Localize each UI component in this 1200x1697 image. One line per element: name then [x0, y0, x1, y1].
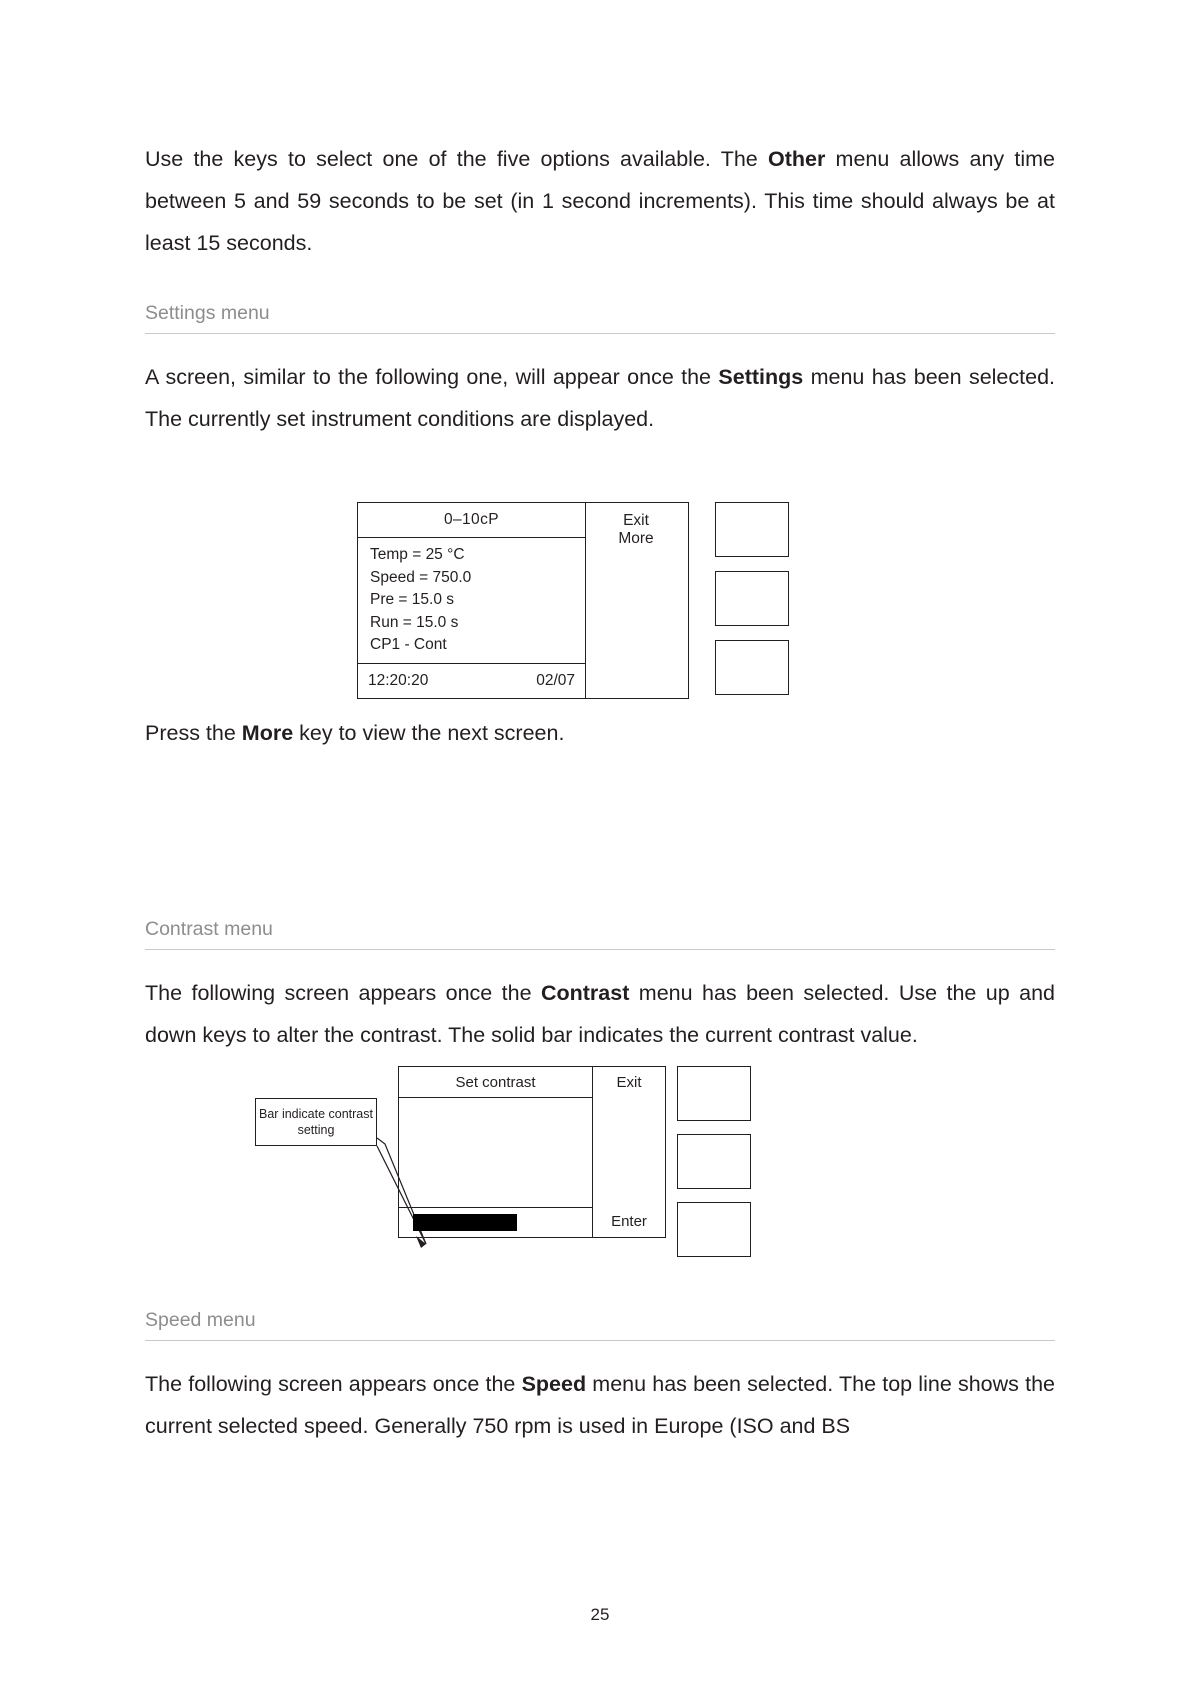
- settings-softkey-more[interactable]: More: [618, 530, 654, 547]
- contrast-key-1[interactable]: [677, 1066, 751, 1121]
- contrast-lcd-display: [399, 1067, 593, 1237]
- intro-paragraph: [145, 0, 1055, 264]
- settings-paragraph: [145, 356, 1055, 440]
- settings-lcd-body: [358, 538, 585, 663]
- settings-line-temp: Temp = 25 °C: [370, 546, 465, 563]
- contrast-lcd: [398, 1066, 666, 1238]
- settings-line-pre: Pre = 15.0 s: [370, 591, 455, 608]
- settings-softkey-column: [586, 503, 686, 557]
- settings-softkey-exit[interactable]: Exit: [623, 512, 649, 529]
- contrast-bold-label: Contrast: [540, 981, 630, 1005]
- settings-key-2[interactable]: [715, 571, 789, 626]
- intro-bold-other: Other: [767, 147, 826, 171]
- contrast-key-2[interactable]: [677, 1134, 751, 1189]
- settings-line-run: Run = 15.0 s: [370, 613, 459, 631]
- contrast-menu-heading: Contrast menu: [145, 918, 1055, 950]
- settings-lcd-footer: [358, 663, 585, 698]
- contrast-softkey-exit[interactable]: Exit: [616, 1074, 642, 1091]
- settings-lcd: [357, 502, 689, 699]
- speed-menu-heading: Speed menu: [145, 1309, 1055, 1341]
- speed-text-part2: menu has been selected. The top line shows the current selected speed. Generally 750 rpm is used in Europe (ISO and BS: [145, 1372, 1055, 1438]
- settings-lcd-group: [357, 502, 689, 699]
- speed-paragraph: [145, 1363, 1055, 1447]
- settings-lcd-title: 0–10cP: [358, 503, 585, 538]
- settings-line-mode: CP1 - Cont: [370, 636, 447, 653]
- settings-screen-figure: [145, 502, 1055, 712]
- contrast-softkey-enter[interactable]: Enter: [611, 1213, 647, 1230]
- settings-menu-heading: Settings menu: [145, 302, 1055, 334]
- contrast-level-bar: [413, 1214, 517, 1231]
- settings-date: 02/07: [536, 671, 575, 689]
- settings-key-1[interactable]: [715, 502, 789, 557]
- settings-time: 12:20:20: [368, 671, 429, 689]
- contrast-bar-row: [399, 1207, 592, 1237]
- contrast-paragraph: [145, 972, 1055, 1056]
- contrast-key-column: [677, 1066, 751, 1257]
- settings-key-column: [715, 502, 789, 695]
- contrast-screen-figure: [145, 1066, 1055, 1271]
- settings-bold-label: Settings: [718, 365, 804, 389]
- contrast-callout-label: Bar indicate contrast setting: [255, 1098, 377, 1146]
- contrast-lcd-blank-area: [399, 1098, 592, 1207]
- settings-text-part1: A screen, similar to the following one, will appear once the: [145, 365, 719, 389]
- contrast-text-part1: The following screen appears once the: [145, 981, 541, 1005]
- more-key-paragraph: [145, 712, 1055, 754]
- settings-text-part2: menu has been selected. The currently set instrument conditions are displayed.: [145, 365, 1055, 431]
- settings-key-3[interactable]: [715, 640, 789, 695]
- contrast-lcd-title: Set contrast: [399, 1067, 592, 1098]
- intro-text-part2: menu allows any time between 5 and 59 seconds to be set (in 1 second increments). This time should always be at least 15 seconds.: [145, 147, 1055, 255]
- settings-lcd-wrap: [358, 503, 688, 698]
- more-text-part1: Press the: [145, 721, 242, 745]
- intro-text-part1: Use the keys to select one of the five options available. The: [145, 147, 768, 171]
- more-bold-label: More: [241, 721, 294, 745]
- settings-line-speed: Speed = 750.0: [370, 568, 472, 586]
- page-number: 25: [590, 1605, 610, 1624]
- more-text-part2: key to view the next screen.: [293, 721, 565, 745]
- vertical-spacer: [145, 754, 1055, 880]
- speed-bold-label: Speed: [521, 1372, 587, 1396]
- settings-lcd-display: [358, 503, 586, 698]
- speed-text-part1: The following screen appears once the: [145, 1372, 522, 1396]
- contrast-key-3[interactable]: [677, 1202, 751, 1257]
- contrast-softkey-column: [593, 1067, 665, 1237]
- contrast-text-part2: menu has been selected. Use the up and down keys to alter the contrast. The solid bar indicates the current contrast value.: [145, 981, 1055, 1047]
